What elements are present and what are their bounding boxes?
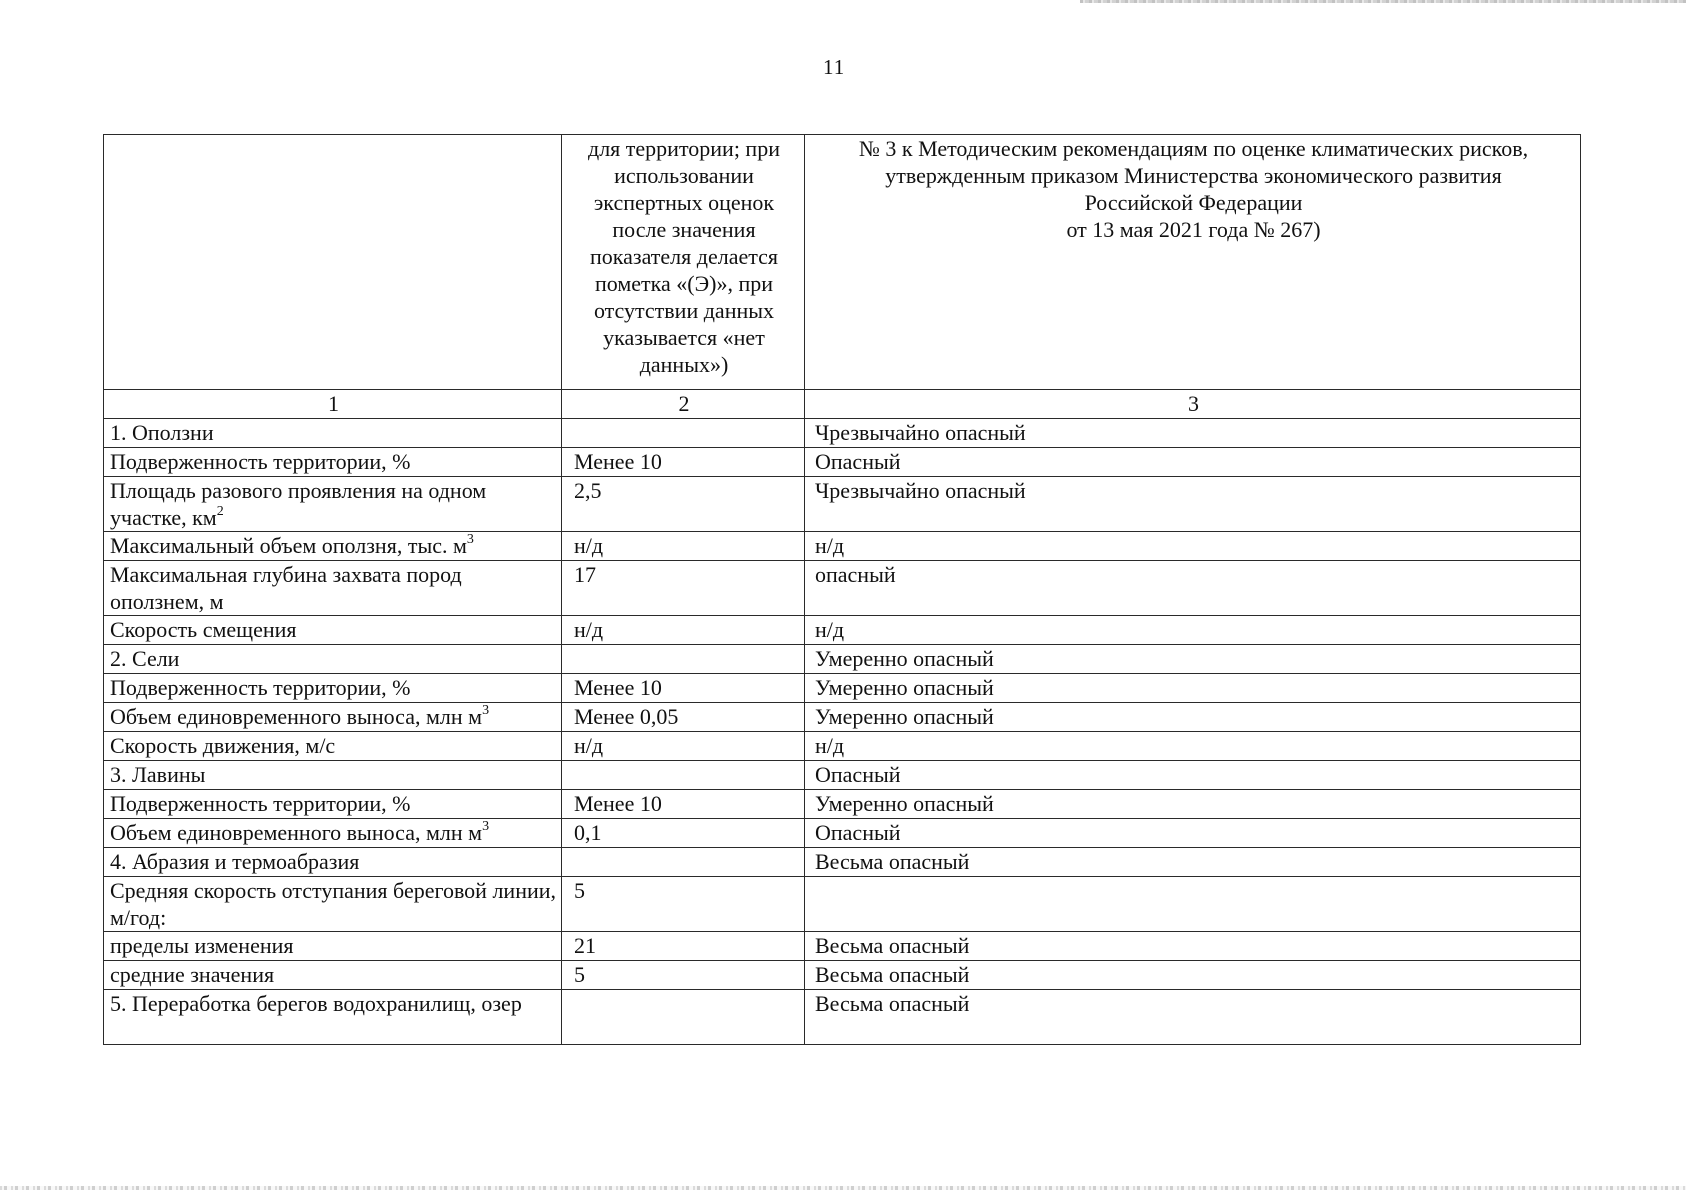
row-label-cell <box>104 477 562 532</box>
row-risk: Весьма опасный <box>805 932 1581 961</box>
row-risk: Опасный <box>805 761 1581 790</box>
row-risk: Весьма опасный <box>805 990 1581 1045</box>
column-number-1: 1 <box>104 390 562 419</box>
table-row <box>104 819 1581 848</box>
table-row <box>104 761 1581 790</box>
scan-artifact-bottom <box>0 1186 1686 1190</box>
row-label: 3. Лавины <box>104 761 562 790</box>
row-risk: н/д <box>805 616 1581 645</box>
header-cell-1 <box>104 135 562 390</box>
row-risk <box>805 877 1581 932</box>
row-value: 5 <box>562 961 805 990</box>
row-label: Подверженность территории, % <box>104 790 562 819</box>
row-value: 2,5 <box>562 477 805 532</box>
row-risk: н/д <box>805 732 1581 761</box>
table-row <box>104 732 1581 761</box>
table-row <box>104 703 1581 732</box>
row-risk: Чрезвычайно опасный <box>805 477 1581 532</box>
row-value: н/д <box>562 532 805 561</box>
table-row <box>104 877 1581 932</box>
table-row <box>104 961 1581 990</box>
risk-table <box>103 134 1581 1045</box>
row-risk: н/д <box>805 532 1581 561</box>
row-risk: Умеренно опасный <box>805 645 1581 674</box>
scan-artifact-top <box>1080 0 1686 3</box>
row-risk: Умеренно опасный <box>805 703 1581 732</box>
row-label: 5. Переработка берегов водохранилищ, озер <box>104 990 562 1045</box>
table-row <box>104 448 1581 477</box>
header-line-3: Российской Федерации <box>1084 190 1303 215</box>
table-row <box>104 532 1581 561</box>
row-label: Скорость смещения <box>104 616 562 645</box>
row-risk: Умеренно опасный <box>805 790 1581 819</box>
row-label: Объем единовременного выноса, млн м <box>110 820 483 845</box>
row-risk: Опасный <box>805 819 1581 848</box>
unit-superscript: 3 <box>466 531 474 547</box>
row-value: Менее 10 <box>562 448 805 477</box>
row-label: средние значения <box>104 961 562 990</box>
row-label-cell <box>104 819 562 848</box>
row-value: 21 <box>562 932 805 961</box>
row-label-cell <box>104 532 562 561</box>
row-label: Максимальная глубина захвата пород оползнем, м <box>104 561 562 616</box>
row-label-cell <box>104 703 562 732</box>
table-row <box>104 674 1581 703</box>
row-risk: Умеренно опасный <box>805 674 1581 703</box>
row-value: н/д <box>562 616 805 645</box>
row-label: Объем единовременного выноса, млн м <box>110 704 483 729</box>
row-label: 1. Оползни <box>104 419 562 448</box>
row-label: Площадь разового проявления на одном участке, км <box>110 478 487 530</box>
row-value <box>562 990 805 1045</box>
row-value <box>562 419 805 448</box>
table-row <box>104 932 1581 961</box>
row-risk: опасный <box>805 561 1581 616</box>
unit-superscript: 3 <box>482 818 490 834</box>
row-label: Подверженность территории, % <box>104 448 562 477</box>
row-label: 4. Абразия и термоабразия <box>104 848 562 877</box>
table-header-row <box>104 135 1581 390</box>
page-number: 11 <box>823 55 846 79</box>
row-value: н/д <box>562 732 805 761</box>
column-number-3: 3 <box>805 390 1581 419</box>
header-line-4: от 13 мая 2021 года № 267) <box>1066 217 1321 242</box>
header-cell-2: для территории; при использовании экспертных оценок после значения показателя делается пометка «(Э)», при отсутствии данных указывается «нет данных») <box>562 135 805 390</box>
table-row <box>104 561 1581 616</box>
row-value <box>562 848 805 877</box>
row-label: Скорость движения, м/с <box>104 732 562 761</box>
table-row <box>104 645 1581 674</box>
row-label: пределы изменения <box>104 932 562 961</box>
row-risk: Опасный <box>805 448 1581 477</box>
row-label: Средняя скорость отступания береговой линии, м/год: <box>104 877 562 932</box>
row-value <box>562 645 805 674</box>
row-value: 0,1 <box>562 819 805 848</box>
table-row <box>104 419 1581 448</box>
row-value: 5 <box>562 877 805 932</box>
row-label: Максимальный объем оползня, тыс. м <box>110 533 467 558</box>
header-cell-3 <box>805 135 1581 390</box>
row-value: Менее 10 <box>562 674 805 703</box>
header-line-1: № 3 к Методическим рекомендациям по оценке климатических рисков, <box>858 136 1529 161</box>
row-risk: Чрезвычайно опасный <box>805 419 1581 448</box>
row-value <box>562 761 805 790</box>
row-risk: Весьма опасный <box>805 848 1581 877</box>
row-value: 17 <box>562 561 805 616</box>
unit-superscript: 3 <box>482 702 490 718</box>
row-value: Менее 0,05 <box>562 703 805 732</box>
table-row <box>104 477 1581 532</box>
unit-superscript: 2 <box>216 503 224 519</box>
row-label: 2. Сели <box>104 645 562 674</box>
header-line-2: утвержденным приказом Министерства экономического развития <box>885 163 1502 188</box>
row-label: Подверженность территории, % <box>104 674 562 703</box>
row-value: Менее 10 <box>562 790 805 819</box>
row-risk: Весьма опасный <box>805 961 1581 990</box>
table-row <box>104 990 1581 1045</box>
column-number-row <box>104 390 1581 419</box>
column-number-2: 2 <box>562 390 805 419</box>
table-row <box>104 616 1581 645</box>
table-row <box>104 790 1581 819</box>
table-row <box>104 848 1581 877</box>
